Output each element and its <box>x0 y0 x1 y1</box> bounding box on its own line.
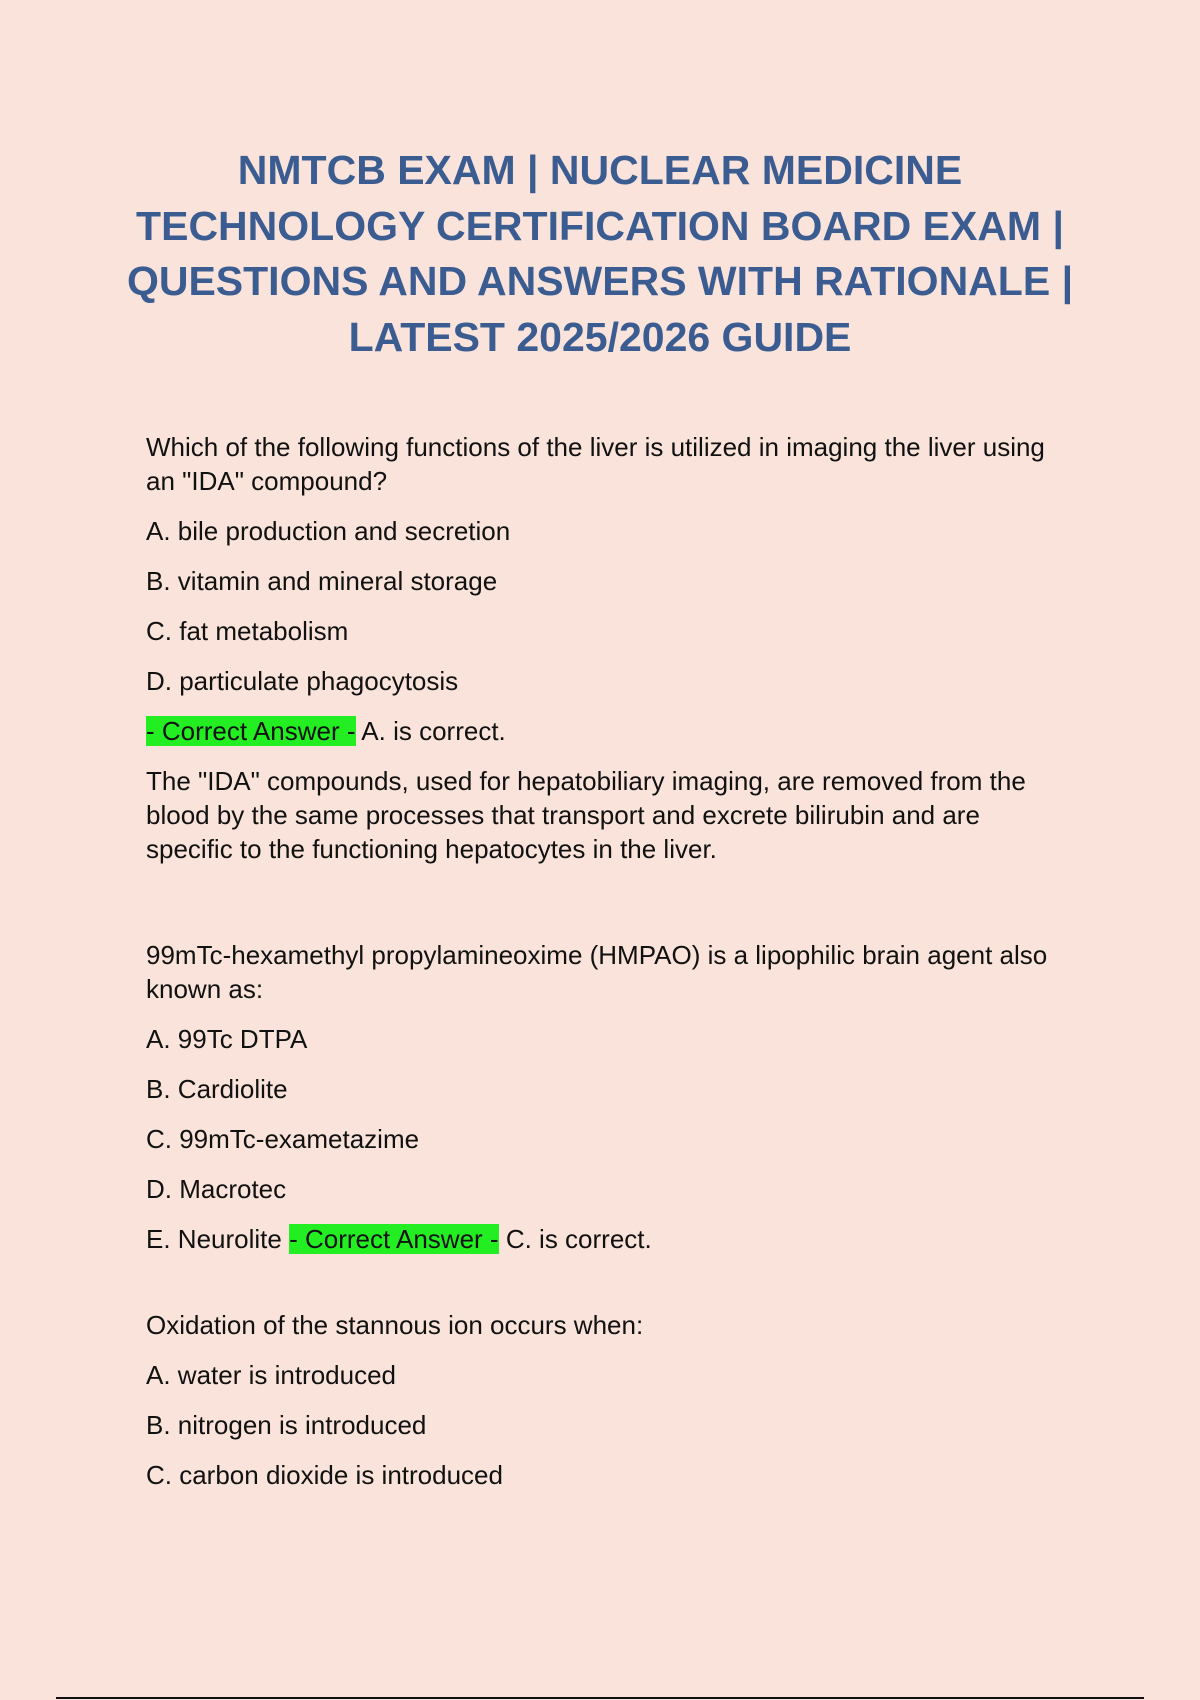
correct-answer-highlight: - Correct Answer - <box>146 716 356 746</box>
option-c: C. 99mTc-exametazime <box>146 1124 420 1154</box>
option-b: B. nitrogen is introduced <box>146 1410 427 1440</box>
option-a: A. 99Tc DTPA <box>146 1024 308 1054</box>
question-block-2 <box>146 938 1066 1256</box>
option-a: A. water is introduced <box>146 1360 397 1390</box>
answer-text: A. is correct. <box>361 716 506 746</box>
question-text: Which of the following functions of the liver is utilized in imaging the liver using an "IDA" compound? <box>146 432 1045 496</box>
option-a: A. bile production and secretion <box>146 516 511 546</box>
option-d: D. Macrotec <box>146 1174 287 1204</box>
option-d: D. particulate phagocytosis <box>146 666 459 696</box>
rationale-text: The "IDA" compounds, used for hepatobiliary imaging, are removed from the blood by the same processes that transport and excrete bilirubin and are specific to the functioning hepatocytes in the liver. <box>146 766 1026 864</box>
option-b: B. Cardiolite <box>146 1074 288 1104</box>
footer-divider <box>56 1697 1144 1699</box>
question-block-1 <box>146 430 1066 866</box>
question-text: 99mTc-hexamethyl propylamineoxime (HMPAO) is a lipophilic brain agent also known as: <box>146 940 1048 1004</box>
answer-text: C. is correct. <box>505 1224 652 1254</box>
questions-content <box>146 430 1066 1508</box>
option-e: E. Neurolite <box>146 1224 282 1254</box>
correct-answer-highlight: - Correct Answer - <box>289 1224 499 1254</box>
document-title: NMTCB EXAM | NUCLEAR MEDICINE TECHNOLOGY CERTIFICATION BOARD EXAM | QUESTIONS AND ANSWERS WITH RATIONALE | LATEST 2025/2026 GUIDE <box>126 147 1074 360</box>
question-block-3 <box>146 1308 1066 1492</box>
option-c: C. carbon dioxide is introduced <box>146 1460 503 1490</box>
answer-line <box>146 714 1066 748</box>
option-b: B. vitamin and mineral storage <box>146 566 498 596</box>
option-c: C. fat metabolism <box>146 616 349 646</box>
answer-line <box>146 1222 1066 1256</box>
question-text: Oxidation of the stannous ion occurs when: <box>146 1310 644 1340</box>
